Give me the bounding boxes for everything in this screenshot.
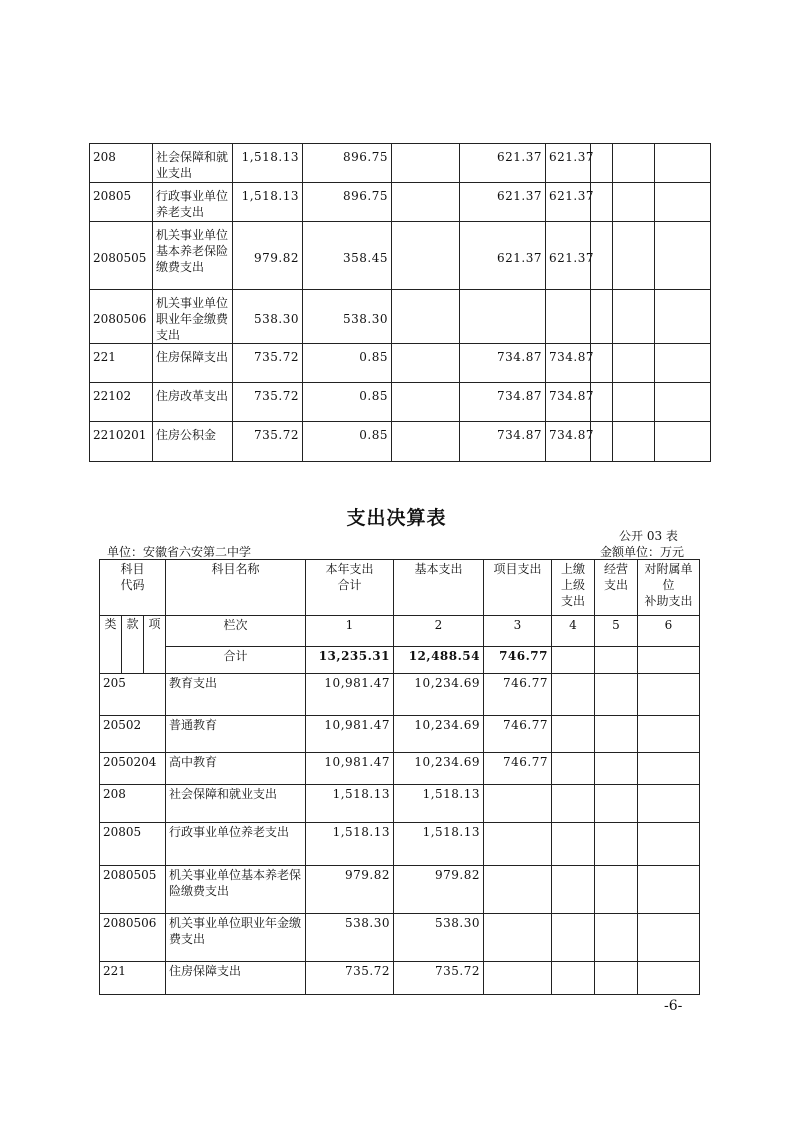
empty-cell: [613, 183, 655, 222]
header-total: 本年支出 合计: [306, 560, 394, 616]
subject-name: 社会保障和就业支出: [153, 144, 233, 183]
empty-cell: [638, 785, 700, 823]
subject-name: 机关事业单位基本养老保险缴费支出: [153, 222, 233, 290]
table-row: [100, 716, 700, 753]
total-value: 10,981.47: [306, 753, 394, 785]
basic-value: 358.45: [303, 222, 392, 290]
empty-cell: [595, 674, 638, 716]
total-value: 1,518.13: [306, 785, 394, 823]
value-cell: [546, 290, 591, 344]
header-row: [100, 560, 700, 616]
total-project: 746.77: [484, 646, 552, 673]
total-value: 1,518.13: [306, 823, 394, 866]
empty-cell: [595, 785, 638, 823]
project-value: [484, 785, 552, 823]
subject-code: 2080505: [90, 222, 153, 290]
subject-name: 住房改革支出: [153, 383, 233, 422]
subject-code: 20502: [100, 716, 166, 753]
value-cell: [392, 222, 460, 290]
basic-value: 979.82: [394, 866, 484, 914]
empty-cell: [595, 866, 638, 914]
basic-value: 10,234.69: [394, 753, 484, 785]
total-value: 10,981.47: [306, 674, 394, 716]
basic-value: 896.75: [303, 183, 392, 222]
value-cell: [392, 144, 460, 183]
value-cell: 621.37: [460, 222, 546, 290]
value-cell: 621.37: [546, 183, 591, 222]
basic-value: 10,234.69: [394, 716, 484, 753]
empty-cell: [552, 716, 595, 753]
expenditure-statement-table: [99, 559, 700, 995]
empty-cell: [552, 753, 595, 785]
subject-code: 22102: [90, 383, 153, 422]
table-row: [90, 144, 711, 183]
amount-unit-label: 金额单位：万元: [600, 545, 685, 559]
header-project: 项目支出: [484, 560, 552, 616]
basic-value: 735.72: [394, 962, 484, 995]
empty-cell: [595, 823, 638, 866]
empty-cell: [655, 144, 711, 183]
total-value: 735.72: [306, 962, 394, 995]
subject-code: 20805: [100, 823, 166, 866]
empty-cell: [595, 914, 638, 962]
value-cell: 734.87: [460, 383, 546, 422]
empty-cell: [638, 914, 700, 962]
table-row: [90, 383, 711, 422]
table-row: [90, 344, 711, 383]
unit-label: 单位：安徽省六安第二中学: [107, 545, 252, 559]
value-cell: [392, 422, 460, 462]
header-name: 科目名称: [166, 560, 306, 616]
total-value: 735.72: [233, 422, 303, 462]
subject-name: 高中教育: [166, 753, 306, 785]
project-value: 746.77: [484, 753, 552, 785]
table-row: [90, 183, 711, 222]
total-value: 1,518.13: [233, 144, 303, 183]
empty-cell: [552, 823, 595, 866]
empty-cell: [595, 716, 638, 753]
header-code: 科目 代码: [100, 560, 166, 616]
empty-cell: [595, 753, 638, 785]
empty-cell: [655, 344, 711, 383]
col-number: 2: [394, 616, 484, 647]
value-cell: 621.37: [460, 144, 546, 183]
value-cell: [392, 344, 460, 383]
subject-code: 205: [100, 674, 166, 716]
table-row: [90, 290, 711, 344]
top-expenditure-table: [89, 143, 711, 462]
total-value: 735.72: [233, 383, 303, 422]
empty-cell: [591, 290, 613, 344]
code-subheader: [100, 616, 166, 674]
col-number: 1: [306, 616, 394, 647]
basic-value: 0.85: [303, 344, 392, 383]
header-subsidy: 对附属单 位 补助支出: [638, 560, 700, 616]
empty-cell: [655, 183, 711, 222]
col-number: 4: [552, 616, 595, 647]
total-value: 538.30: [233, 290, 303, 344]
basic-value: 0.85: [303, 383, 392, 422]
subject-code: 208: [90, 144, 153, 183]
basic-value: 10,234.69: [394, 674, 484, 716]
value-cell: 621.37: [460, 183, 546, 222]
empty-cell: [655, 222, 711, 290]
header-business: 经营 支出: [595, 560, 638, 616]
table-row: [100, 674, 700, 716]
total-value: 10,981.47: [306, 716, 394, 753]
value-cell: [392, 290, 460, 344]
empty-cell: [613, 144, 655, 183]
subject-code: 221: [100, 962, 166, 995]
empty-cell: [638, 866, 700, 914]
subject-code: 208: [100, 785, 166, 823]
empty-cell: [638, 716, 700, 753]
col-number: 6: [638, 616, 700, 647]
table-row: [100, 753, 700, 785]
value-cell: [392, 383, 460, 422]
project-value: [484, 962, 552, 995]
header-lei: 类: [100, 616, 122, 673]
form-number: 公开 03 表: [619, 529, 678, 543]
total-value: 538.30: [306, 914, 394, 962]
subject-name: 行政事业单位养老支出: [166, 823, 306, 866]
empty-cell: [655, 290, 711, 344]
subject-name: 住房保障支出: [166, 962, 306, 995]
empty-cell: [638, 753, 700, 785]
column-number-row: [100, 616, 700, 647]
project-value: 746.77: [484, 674, 552, 716]
header-basic: 基本支出: [394, 560, 484, 616]
subject-name: 普通教育: [166, 716, 306, 753]
subject-name: 教育支出: [166, 674, 306, 716]
table-row: [100, 785, 700, 823]
total-row: [100, 646, 700, 673]
value-cell: 734.87: [460, 344, 546, 383]
page-title: 支出决算表: [346, 507, 447, 529]
total-sum: 13,235.31: [306, 646, 394, 673]
project-value: 746.77: [484, 716, 552, 753]
table-row: [90, 422, 711, 462]
basic-value: 1,518.13: [394, 785, 484, 823]
basic-value: 538.30: [394, 914, 484, 962]
subject-name: 住房公积金: [153, 422, 233, 462]
basic-value: 1,518.13: [394, 823, 484, 866]
project-value: [484, 823, 552, 866]
empty-cell: [552, 866, 595, 914]
subject-code: 2080506: [90, 290, 153, 344]
project-value: [484, 914, 552, 962]
table-row: [90, 222, 711, 290]
empty-cell: [552, 914, 595, 962]
empty-cell: [613, 290, 655, 344]
header-xiang: 项: [148, 617, 161, 631]
empty-cell: [613, 422, 655, 462]
empty-cell: [552, 674, 595, 716]
page-number: -6-: [664, 998, 683, 1014]
total-value: 1,518.13: [233, 183, 303, 222]
total-value: 979.82: [306, 866, 394, 914]
header-kuan: 款: [122, 616, 144, 673]
value-cell: 734.87: [546, 422, 591, 462]
subject-code: 20805: [90, 183, 153, 222]
basic-value: 896.75: [303, 144, 392, 183]
basic-value: 538.30: [303, 290, 392, 344]
value-cell: 734.87: [546, 344, 591, 383]
subject-code: 2080505: [100, 866, 166, 914]
empty-cell: [595, 962, 638, 995]
subject-name: 住房保障支出: [153, 344, 233, 383]
empty-cell: [638, 646, 700, 673]
project-value: [484, 866, 552, 914]
subject-name: 机关事业单位基本养老保险缴费支出: [166, 866, 306, 914]
basic-value: 0.85: [303, 422, 392, 462]
col-number: 5: [595, 616, 638, 647]
value-cell: 734.87: [460, 422, 546, 462]
value-cell: [392, 183, 460, 222]
subject-code: 2080506: [100, 914, 166, 962]
empty-cell: [552, 785, 595, 823]
total-label: 合计: [166, 646, 306, 673]
empty-cell: [595, 646, 638, 673]
value-cell: 621.37: [546, 144, 591, 183]
empty-cell: [552, 962, 595, 995]
empty-cell: [638, 674, 700, 716]
subject-name: 行政事业单位养老支出: [153, 183, 233, 222]
col-number: 3: [484, 616, 552, 647]
subject-name: 社会保障和就业支出: [166, 785, 306, 823]
table-row: [100, 866, 700, 914]
value-cell: 621.37: [546, 222, 591, 290]
total-basic: 12,488.54: [394, 646, 484, 673]
table-row: [100, 962, 700, 995]
empty-cell: [613, 383, 655, 422]
subject-name: 机关事业单位职业年金缴费支出: [153, 290, 233, 344]
empty-cell: [655, 422, 711, 462]
subject-name: 机关事业单位职业年金缴费支出: [166, 914, 306, 962]
empty-cell: [613, 222, 655, 290]
total-value: 735.72: [233, 344, 303, 383]
empty-cell: [638, 823, 700, 866]
table-row: [100, 823, 700, 866]
total-value: 979.82: [233, 222, 303, 290]
header-upper: 上缴 上级 支出: [552, 560, 595, 616]
empty-cell: [613, 344, 655, 383]
value-cell: 734.87: [546, 383, 591, 422]
header-lanci: 栏次: [166, 616, 306, 647]
empty-cell: [552, 646, 595, 673]
value-cell: [460, 290, 546, 344]
empty-cell: [655, 383, 711, 422]
subject-code: 2210201: [90, 422, 153, 462]
empty-cell: [638, 962, 700, 995]
subject-code: 221: [90, 344, 153, 383]
table-row: [100, 914, 700, 962]
subject-code: 2050204: [100, 753, 166, 785]
